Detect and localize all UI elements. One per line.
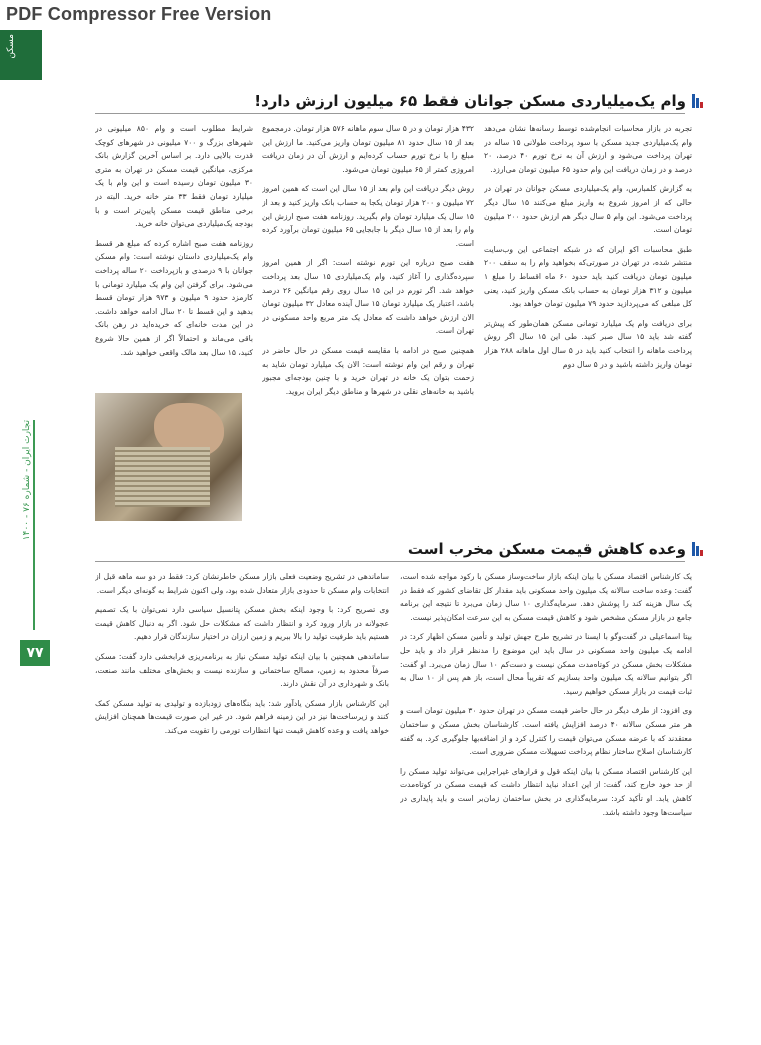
paragraph: تجربه در بازار محاسبات انجام‌شده توسط رسانه‌ها نشان می‌دهد وام یک‌میلیاردی جدید مسکن با سود پرداخت طولانی ۱۵ ساله در تهران پرداخت می‌شود و ارزش آن به نرخ تورم ۴۰ درصد، ۲۰ درصد و در زمان دریافت این وام حدود ۶۵ میلیون تومان می‌ارزد. [484,124,692,174]
article1-column-right [484,122,692,524]
banknotes-stack [115,447,210,507]
section-tab-label: مسکن [6,34,16,59]
article1-headline [254,92,703,110]
article2-column-left [95,570,389,985]
paragraph: به گزارش کلمبارس، وام یک‌میلیاردی مسکن جوانان در تهران در حالی که از امروز شروع به واریز مبلغ می‌کنند ۱۵ سال دیگر پرداخت می‌شود. این وام ۵ سال دیگر هم ارزش حدود ۲۰۰ میلیون تومان است. [484,184,692,235]
issue-caption: تجارت ایران - شماره ۷۶ - ۱۴۰۰ [22,420,32,541]
article1-column-left [95,122,253,384]
paragraph: همچنین صبح در ادامه با مقایسه قیمت مسکن در حال حاضر در تهران و رقم این وام نوشته است: الان یک میلیارد تومان شاید به زحمت بتوان یک خانه در تهران خرید و با چنین بودجه‌ای مجبور باشید به خانه‌های نقلی در شهرها و مناطق دیگر ایران بروید. [262,345,474,396]
article2-divider [95,561,685,562]
paragraph: وی افزود: از طرف دیگر در حال حاضر قیمت مسکن در تهران حدود ۳۰ میلیون تومان است و هر متر مسکن سالانه ۴۰ درصد افزایش یافته است. کارشناسان بخش مسکن و ساختمان معتقدند که با عرضه مسکن می‌توان قیمت را کنترل کرد و از اضافه‌بها جلوگیری کرد. به گفته کارشناسان اصلاح ساختار نظام پرداخت تسهیلات مسکن ضروری است. [400,706,692,757]
section-tab [0,30,42,80]
article1-divider [95,113,685,114]
article2-title: وعده کاهش قیمت مسکن مخرب است [407,540,686,558]
money-hand-photo [95,393,242,521]
paragraph: ساماندهی در تشریح وضعیت فعلی بازار مسکن خاطرنشان کرد: فقط در دو سه ماهه قبل از انتخابات وام مسکن تا حدودی بازار متعادل شده بود، ولی اکنون شرایط به گونه‌ای دیگر است. [95,572,389,595]
paragraph: هفت صبح درباره این تورم نوشته است: اگر از همین امروز سپرده‌گذاری را آغاز کنید، وام یک‌میلیاردی ۱۵ سال بعد پرداخت خواهد شد. اگر تورم در این ۱۵ سال روی رقم میانگین ۲۶ درصد باشد، اعتبار یک میلیارد تومان ۱۵ سال آینده معادل ۳۲ میلیون تومان الان ارزش خواهد داشت که معادل یک متر مربع واحد مسکونی در تهران است. [262,258,474,336]
side-rule [33,420,35,630]
paragraph: بیتا اسماعیلی در گفت‌وگو با ایسنا در تشریح طرح جهش تولید و تأمین مسکن اظهار کرد: در ادامه یک میلیون واحد مسکونی در سال باید این موضوع را مدنظر قرار داد و باید حل مشکلات بخش مسکن در کوتاه‌مدت ممکن نیست و دست‌کم ۱۰ سال زمان می‌برد. او گفت: اگر بتوانیم سالانه یک میلیون واحد بسازیم که تقریباً محال است، باز هم پس از ۱۰ سال به ثبات قیمت در بازار مسکن خواهیم رسید. [400,632,692,696]
paragraph: وی تصریح کرد: با وجود اینکه بخش مسکن پتانسیل سیاسی دارد نمی‌توان با یک تصمیم عجولانه در بازار ورود کرد و انتظار داشت که مشکلات حل شود. اگر به دنبال کاهش قیمت هستیم باید طرفیت تولید را بالا ببریم و زمین ارزان در اختیار سازندگان قرار دهیم. [95,605,389,642]
bar-chart-icon [692,542,703,556]
article2-headline [408,540,703,558]
paragraph: برای دریافت وام یک میلیارد تومانی مسکن همان‌طور که پیش‌تر گفته شد باید ۱۵ سال صبر کنید. طی این ۱۵ سال اگر روش پرداخت ماهانه را انتخاب کنید باید در ۵ سال اول ماهانه ۲۸۸ هزار تومان واریز داشته باشید و در ۵ سال دوم [484,318,692,369]
paragraph: ساماندهی همچنین با بیان اینکه تولید مسکن نیاز به برنامه‌ریزی فرابخشی دارد گفت: مسکن صرفاً محدود به زمین، مصالح ساختمانی و سازنده نیست و بخش‌های مختلف مانند صنعت، بانک و شهرداری در آن نقش دارند. [95,651,389,689]
paragraph: یک کارشناس اقتصاد مسکن با بیان اینکه بازار ساخت‌وساز مسکن با رکود مواجه شده است، گفت: وعده ساخت سالانه یک میلیون واحد مسکونی باید مقدار کل تقاضای کشور که فقط در یک سال هزینه کند را پوشش دهد. سرمایه‌گذاری ۱۰ سال زمان می‌برد تا نتیجه این برنامه جامع در بازار مسکن مشخص شود و کاهش قیمت مسکن به این سرعت امکان‌پذیر نیست. [400,572,692,622]
paragraph: طبق محاسبات اکو ایران که در شبکه اجتماعی این وب‌سایت منتشر شده، در تهران در صورتی‌که بخواهید وام را به سقف ۲۰۰ میلیون تومان دریافت کنید باید حدود ۶۰ ماه اقساط را مبلغ ۱ میلیون و ۳۱۲ هزار تومان به حساب بانک مسکن واریز کنید، یعنی کل مبلغی که می‌پردازید حدود ۷۹ میلیون تومان خواهد بود. [484,244,692,309]
watermark-text: PDF Compressor Free Version [6,4,272,24]
paragraph: روش دیگر دریافت این وام بعد از ۱۵ سال این است که همین امروز ۷۲ میلیون و ۲۰۰ هزار تومان یکجا به حساب بانک واریز کنید و بعد از ۱۵ سال یک میلیارد تومان وام بگیرید. روزنامه هفت صبح ارزش این وام را بعد از ۱۵ سال دیگر با جابجایی ۶۵ میلیون تومان برآورد کرده است. [262,184,474,248]
paragraph: این کارشناس بازار مسکن یادآور شد: باید بنگاه‌های زودبازده و تولیدی به تولید مسکن کمک کنند و زیرساخت‌ها نیز در این زمینه فراهم شود. در غیر این صورت قیمت‌ها همچنان افزایش خواهد یافت و وعده کاهش قیمت تنها انتظارات تورمی را تقویت می‌کند. [95,698,389,735]
paragraph: شرایط مطلوب است و وام ۸۵۰ میلیونی در شهرهای بزرگ و ۷۰۰ میلیونی در شهرهای کوچک قدرت بالایی دارد. بر اساس آخرین گزارش بانک مرکزی، میانگین قیمت مسکن در تهران به متری ۳۰ میلیون تومان رسیده است و این وام با یک میلیارد تومان فقط ۳۳ متر خانه خرید. البته در برخی مناطق قیمت مسکن پایین‌تر است و با بودجه یک‌میلیاردی می‌توان خانه خرید. [95,124,253,229]
paragraph: روزنامه هفت صبح اشاره کرده که مبلغ هر قسط وام یک‌میلیاردی داستان نوشته است: وام مسکن جوانان با ۹ درصدی و بازپرداخت ۲۰ ساله پرداخت می‌شود. برای گرفتن این وام یک میلیارد تومانی با کارمزد حدود ۹ میلیون و ۹۷۳ هزار تومان قسط بدهید و این قسط تا ۲۰ سال ادامه خواهد داشت. در این مدت خانه‌ای که خریده‌اید در رهن بانک باقی می‌ماند و احتمالاً اگر از همین حالا شروع کنید، ۱۵ سال بعد مالک واقعی خواهید شد. [95,238,253,357]
paragraph: این کارشناس اقتصاد مسکن با بیان اینکه قول و قرارهای غیراجرایی می‌تواند تولید مسکن را از حد خود خارج کند، گفت: از این اعداد نباید انتظار داشت که قیمت مسکن در کوتاه‌مدت کاهش یابد. او تأکید کرد: سرمایه‌گذاری در بخش ساختمان زمان‌بر است و باید پایداری در سیاست‌ها وجود داشته باشد. [400,766,692,817]
page-number: ۷۷ [20,640,50,666]
article1-title: وام یک‌میلیاردی مسکن جوانان فقط ۶۵ میلیون ارزش دارد! [254,92,686,110]
article1-column-middle [262,122,474,524]
bar-chart-icon [692,94,703,108]
article2-column-right [400,570,692,985]
paragraph: ۴۳۲ هزار تومان و در ۵ سال سوم ماهانه ۵۷۶ هزار تومان. درمجموع بعد از ۱۵ سال حدود ۸۱ میلیون تومان واریز می‌کنید. ما ارزش این مبلغ را با نرخ تورم حساب کرده‌ایم و ارزش آن در زمان دریافت امروزی کمتر از ۶۵ میلیون تومان می‌شود. [262,124,474,174]
